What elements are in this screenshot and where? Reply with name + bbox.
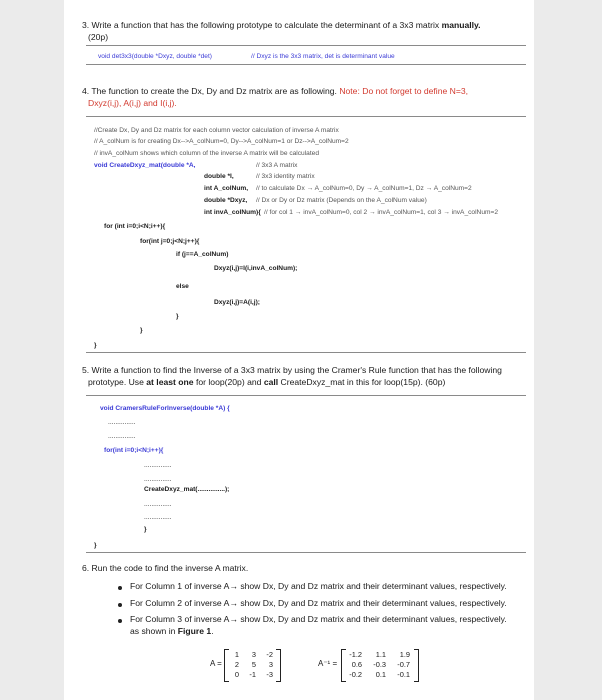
q4-param-5-comment: // for col 1 → invA_colNum=0, col 2 → invA_colNum=1, col 3 → invA_colNum=2 <box>264 209 498 216</box>
q6-figure-ref: as shown in Figure 1. <box>130 626 214 636</box>
q4-param-3-comment: // to calculate Dx → A_colNum=0, Dy → A_colNum=1, Dz → A_colNum=2 <box>256 185 472 192</box>
q5-for: for(int i=0;i<N;i++){ <box>104 447 164 454</box>
matrix-cell: -1.2 <box>349 650 362 659</box>
q4-assign-2: Dxyz(i,j)=A(i,j); <box>214 299 260 306</box>
q3-points: (20p) <box>88 32 109 42</box>
matrix-cell: -0.1 <box>397 670 410 679</box>
matrix-cell: -0.2 <box>349 670 362 679</box>
matrix-cell: 0 <box>234 670 239 679</box>
matrix-cell: -3 <box>266 670 273 679</box>
q3-text: 3. Write a function that has the following prototype to calculate the determinant of a 3x3 matrix manually. <box>82 20 481 30</box>
matrix-inv-label: A⁻¹ = <box>318 659 338 668</box>
matrix-cell: -0.7 <box>397 660 410 669</box>
q4-proto-c1: // 3x3 A matrix <box>256 162 298 169</box>
q4-param-4: double *Dxyz, <box>204 197 248 204</box>
matrix-cell: -0.3 <box>373 660 386 669</box>
q5-prototype: void CramersRuleForInverse(double *A) { <box>100 405 230 412</box>
matrix-a-label: A = <box>210 659 222 668</box>
q5-close-fn: } <box>94 542 97 549</box>
bullet-icon <box>118 619 122 623</box>
q4-param-4-comment: // Dx or Dy or Dz matrix (Depends on the A_colNum value) <box>256 197 427 204</box>
matrix-cell: 3 <box>268 660 273 669</box>
q4-assign-1: Dxyz(i,j)=I(i,invA_colNum); <box>214 265 298 272</box>
q4-if: if (j==A_colNum) <box>176 251 229 258</box>
q6-bullet-3: For Column 3 of inverse A→ show Dx, Dy and Dz matrix and their determinant values, respectively. <box>130 614 507 624</box>
matrix-cell: 5 <box>251 660 256 669</box>
matrix-cell: 1.1 <box>375 650 386 659</box>
q4-close-if: } <box>176 313 179 320</box>
q4-param-3: int A_colNum, <box>204 185 249 192</box>
q4-code-comment-2: // A_colNum is for creating Dx-->A_colNum=0, Dy-->A_colNum=1 or Dz-->A_colNum=2 <box>94 138 349 145</box>
q5-blank-5: ............... <box>144 501 172 508</box>
q4-close-for-i: } <box>94 342 97 349</box>
q5-blank-2: ............... <box>108 433 136 440</box>
bracket-right <box>414 649 419 682</box>
q5-blank-3: ............... <box>144 462 172 469</box>
q5-blank-6: ............... <box>144 514 172 521</box>
q6-bullet-2: For Column 2 of inverse A→ show Dx, Dy and Dz matrix and their determinant values, respectively. <box>130 598 507 608</box>
bracket-right <box>276 649 281 682</box>
matrix-cell: 3 <box>251 650 256 659</box>
q4-close-for-j: } <box>140 327 143 334</box>
matrix-cell: 1.9 <box>399 650 410 659</box>
q4-param-5: int invA_colNum){ <box>204 209 261 216</box>
q6-title: 6. Run the code to find the inverse A matrix. <box>82 563 249 573</box>
q4-code-comment-3: // invA_colNum shows which column of the inverse A matrix will be calculated <box>94 150 320 157</box>
q5-call: CreateDxyz_mat(...............); <box>144 486 230 493</box>
matrix-cell: -1 <box>249 670 256 679</box>
divider <box>86 64 526 65</box>
q4-proto-fn: void CreateDxyz_mat(double *A, <box>94 162 196 169</box>
matrix-cell: 1 <box>234 650 239 659</box>
q5-blank-4: ............... <box>144 476 172 483</box>
divider <box>86 552 526 553</box>
q3-prototype: void det3x3(double *Dxyz, double *det) <box>98 53 212 60</box>
divider <box>86 352 526 353</box>
q4-for-i: for (int i=0;i<N;i++){ <box>104 223 166 230</box>
q5-blank-1: ............... <box>108 419 136 426</box>
q5-text-2: prototype. Use at least one for loop(20p) and call CreateDxyz_mat in this for loop(15p). (60p) <box>88 377 446 387</box>
q4-else: else <box>176 283 189 290</box>
document-page <box>64 0 534 700</box>
q5-close-for: } <box>144 526 147 533</box>
q4-text: 4. The function to create the Dx, Dy and Dz matrix are as following. Note: Do not forget to define N=3, <box>82 86 469 96</box>
q4-code-comment-1: //Create Dx, Dy and Dz matrix for each column vector calculation of inverse A matrix <box>94 127 339 134</box>
q4-param-2-comment: // 3x3 identity matrix <box>256 173 315 180</box>
divider <box>86 45 526 46</box>
q3-comment: // Dxyz is the 3x3 matrix, det is determinant value <box>251 53 395 60</box>
matrix-cell: 0.6 <box>351 660 362 669</box>
q4-param-2: double *I, <box>204 173 234 180</box>
bullet-icon <box>118 603 122 607</box>
bullet-icon <box>118 586 122 590</box>
divider <box>86 116 526 117</box>
q5-text: 5. Write a function to find the Inverse of a 3x3 matrix by using the Cramer's Rule function that has the following <box>82 365 502 375</box>
matrix-cell: -2 <box>266 650 273 659</box>
q4-for-j: for(int j=0;j<N;j++){ <box>140 238 200 245</box>
matrix-cell: 0.1 <box>375 670 386 679</box>
q6-bullet-1: For Column 1 of inverse A→ show Dx, Dy and Dz matrix and their determinant values, respectively. <box>130 581 507 591</box>
divider <box>86 395 526 396</box>
q4-text-2: Dxyz(i,j), A(i,j) and I(i,j). <box>88 98 177 108</box>
matrix-cell: 2 <box>234 660 239 669</box>
